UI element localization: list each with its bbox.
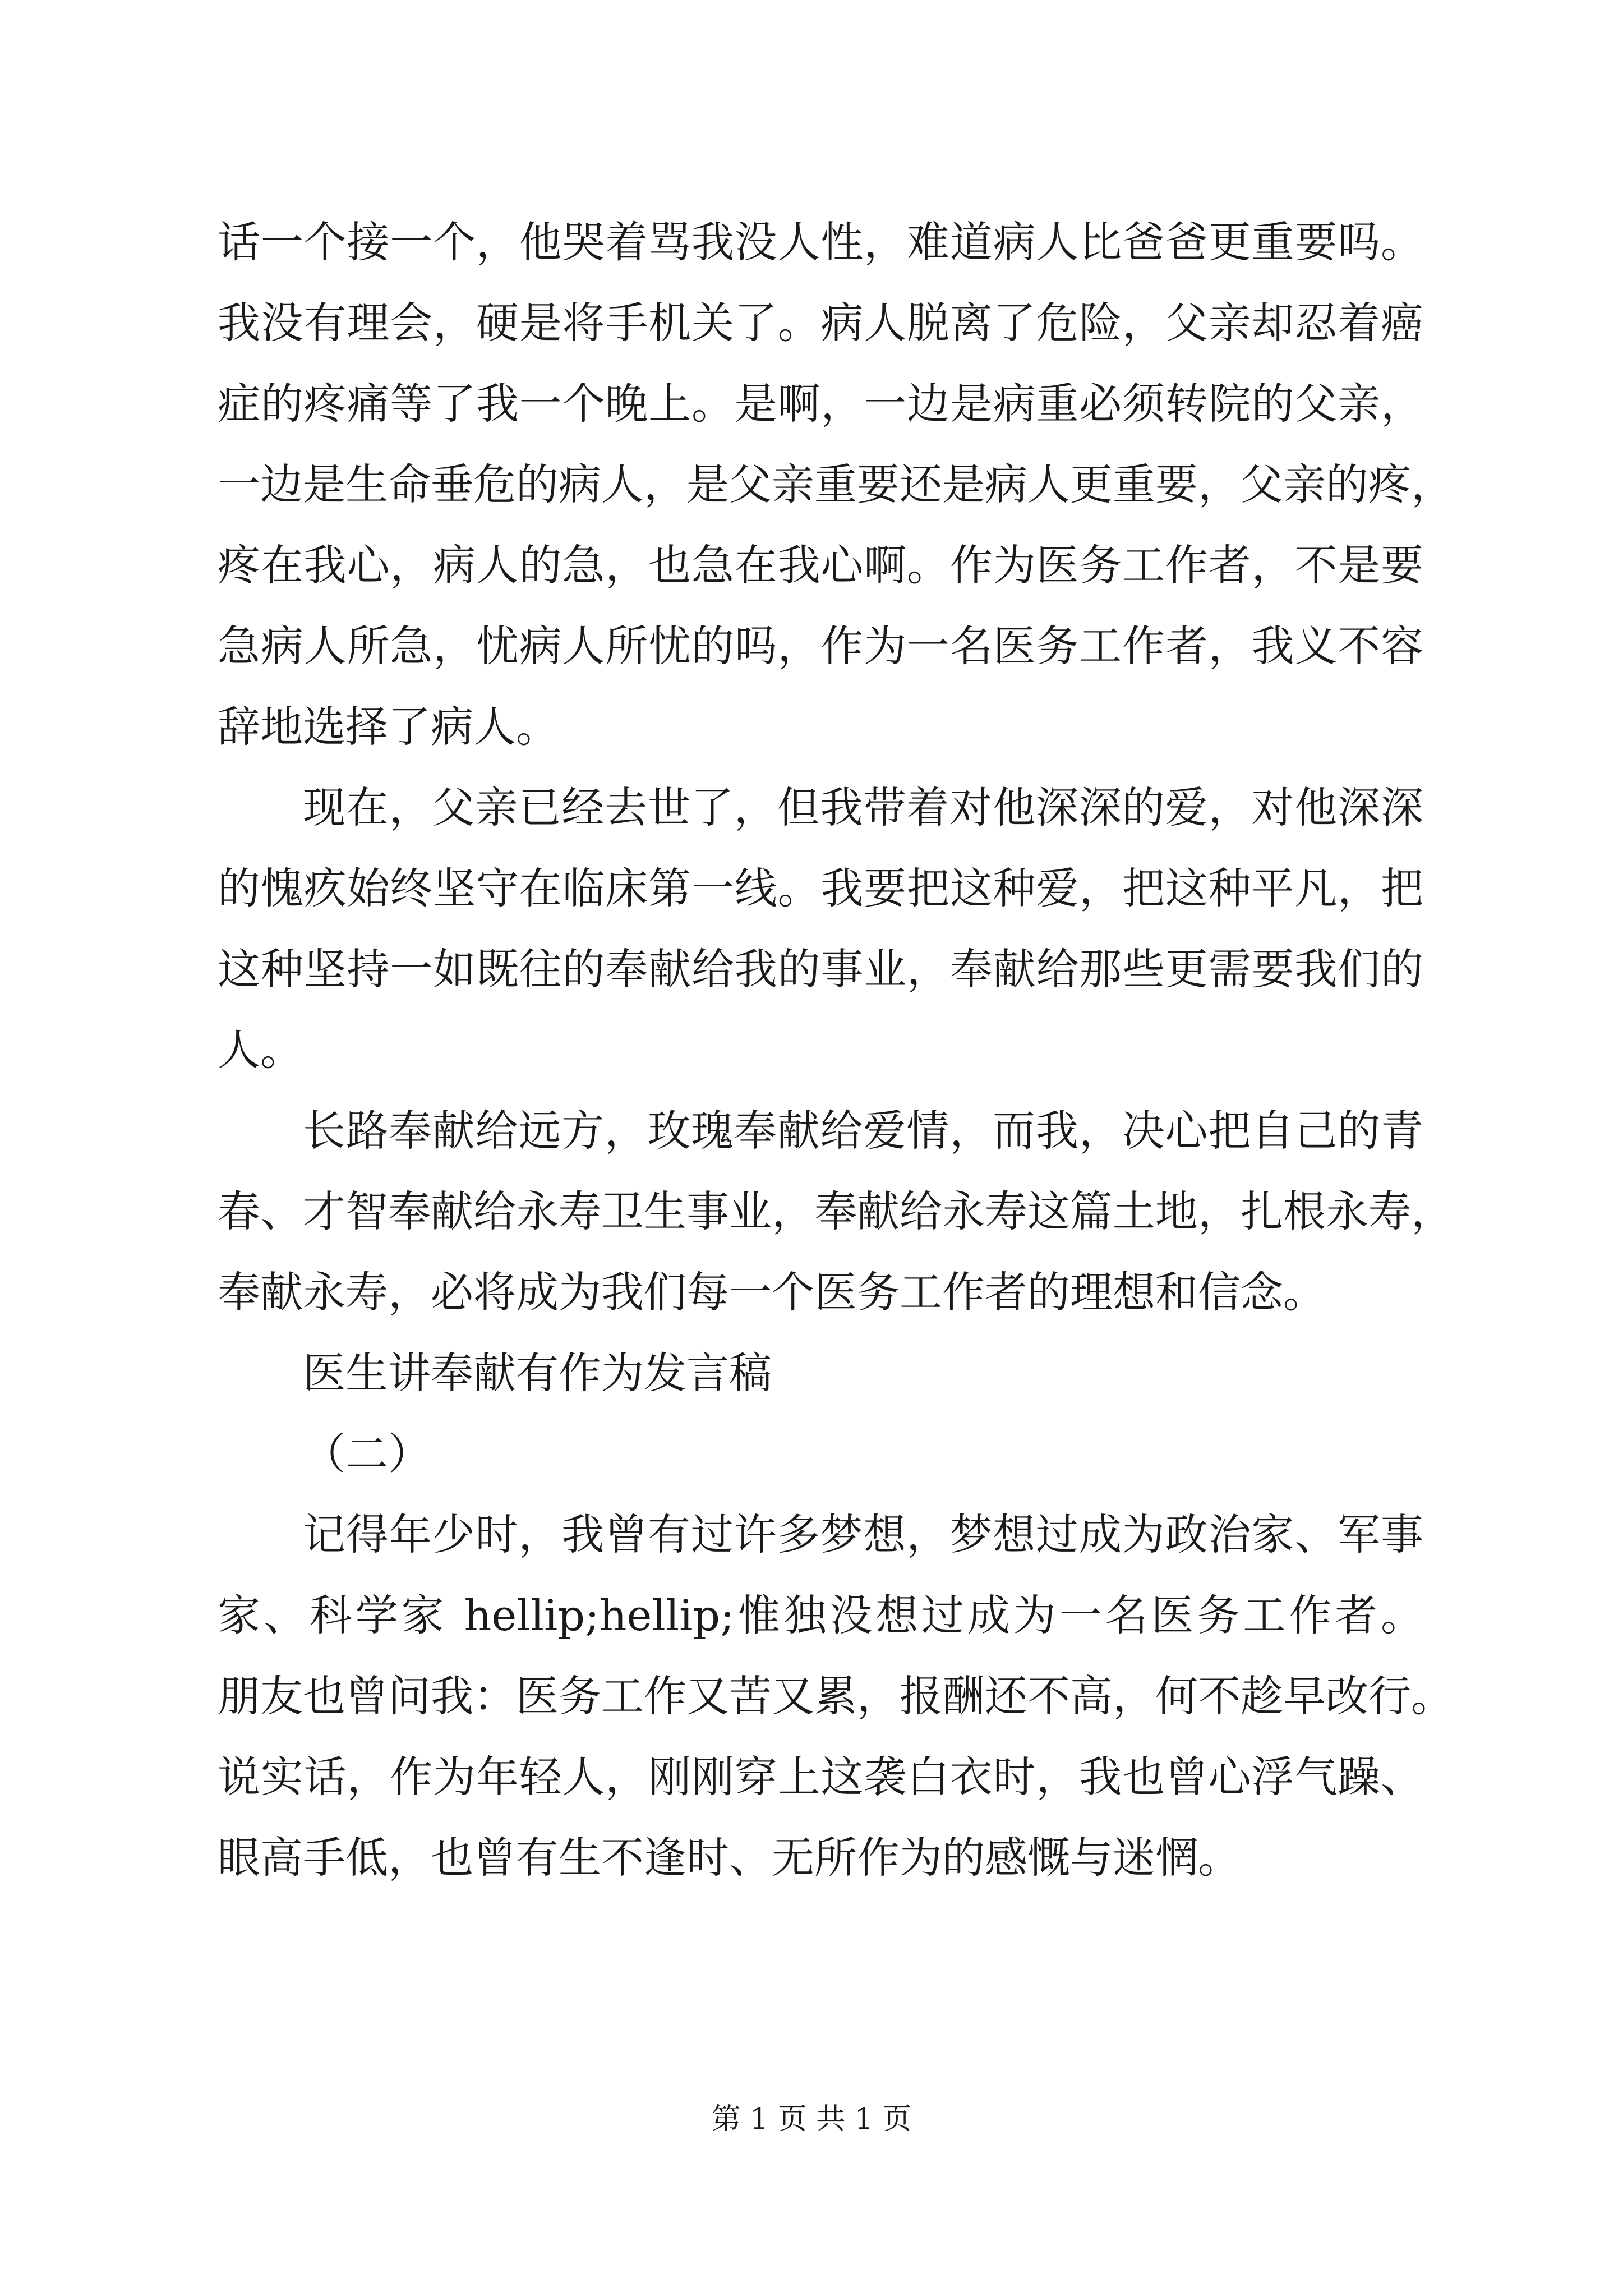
text-line: 朋友也曾问我：医务工作又苦又累，报酬还不高，何不趁早改行。 bbox=[218, 1671, 1454, 1721]
text-line: 家、科学家 hellip;hellip;惟独没想过成为一名医务工作者。 bbox=[218, 1590, 1423, 1640]
text-line: 一边是生命垂危的病人，是父亲重要还是病人更重要，父亲的疼， bbox=[218, 459, 1454, 509]
text-line: 人。 bbox=[218, 1025, 303, 1075]
text-line: 我没有理会，硬是将手机关了。病人脱离了危险，父亲却忍着癌 bbox=[218, 298, 1423, 348]
section-title: 医生讲奉献有作为发言稿 bbox=[303, 1348, 772, 1398]
text-line: 这种坚持一如既往的奉献给我的事业，奉献给那些更需要我们的 bbox=[218, 944, 1423, 994]
document-body bbox=[218, 202, 1454, 1898]
section-number: （二） bbox=[303, 1429, 431, 1479]
text-line: 眼高手低，也曾有生不逢时、无所作为的感慨与迷惘。 bbox=[218, 1833, 1241, 1883]
text-line: 的愧疚始终坚守在临床第一线。我要把这种爱，把这种平凡，把 bbox=[218, 863, 1423, 913]
paragraph-start-line: 记得年少时，我曾有过许多梦想，梦想过成为政治家、军事 bbox=[303, 1510, 1423, 1559]
text-line: 症的疼痛等了我一个晚上。是啊，一边是病重必须转院的父亲， bbox=[218, 379, 1423, 429]
paragraph-start-line: 现在，父亲已经去世了，但我带着对他深深的爱，对他深深 bbox=[303, 783, 1423, 832]
page-footer: 第 1 页 共 1 页 bbox=[711, 2102, 912, 2136]
text-line: 疼在我心，病人的急，也急在我心啊。作为医务工作者，不是要 bbox=[218, 540, 1423, 590]
text-line: 话一个接一个，他哭着骂我没人性，难道病人比爸爸更重要吗。 bbox=[218, 217, 1423, 267]
text-line: 说实话，作为年轻人，刚刚穿上这袭白衣时，我也曾心浮气躁、 bbox=[218, 1752, 1423, 1802]
text-line: 奉献永寿，必将成为我们每一个医务工作者的理想和信念。 bbox=[218, 1267, 1326, 1317]
text-line: 辞地选择了病人。 bbox=[218, 702, 559, 752]
paragraph-start-line: 长路奉献给远方，玫瑰奉献给爱情，而我，决心把自己的青 bbox=[303, 1106, 1423, 1156]
text-line: 急病人所急，忧病人所忧的吗，作为一名医务工作者，我义不容 bbox=[218, 621, 1423, 671]
text-line: 春、才智奉献给永寿卫生事业，奉献给永寿这篇土地，扎根永寿， bbox=[218, 1186, 1454, 1236]
